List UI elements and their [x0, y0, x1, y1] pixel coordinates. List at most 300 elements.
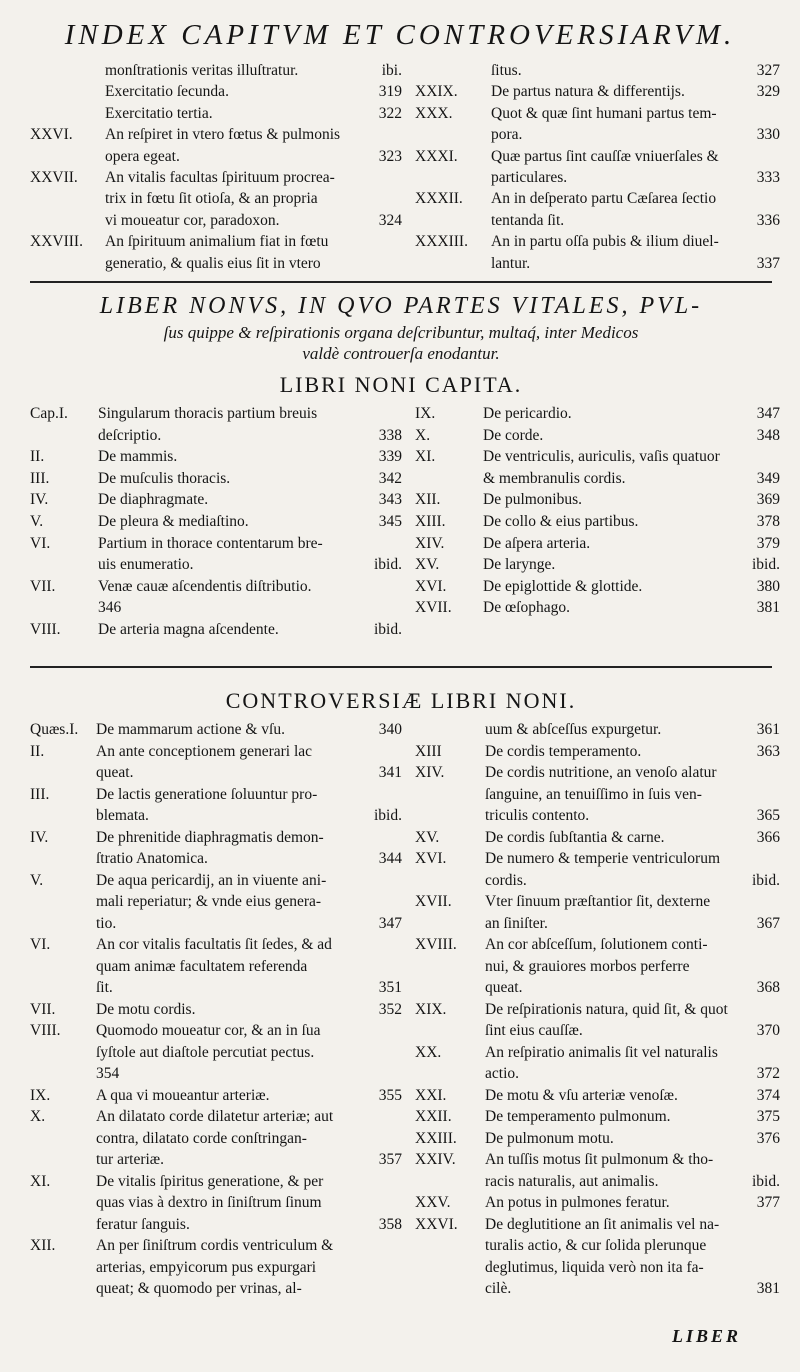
- entry-body: [485, 848, 780, 891]
- entry-number: XVII.: [415, 893, 452, 910]
- entry-text: Quæ partus ſint cauſſæ vniuerſales &: [491, 147, 719, 165]
- entry-body: [485, 1149, 780, 1192]
- entry-number: VII.: [30, 1000, 56, 1018]
- book-subtitle-line-2: valdè controuerſa enodantur.: [302, 344, 500, 363]
- entry-line: [485, 1171, 780, 1193]
- index-entry: [30, 403, 402, 446]
- entry-text: An reſpiret in vtero fœtus & pulmonis: [105, 126, 341, 144]
- index-entry: [30, 124, 402, 167]
- entry-line: [485, 784, 780, 806]
- entry-number: XXXIII.: [415, 233, 468, 251]
- entry-line: [96, 1042, 402, 1064]
- entry-line: [96, 1171, 402, 1193]
- entry-line: [485, 827, 780, 849]
- entry-line: [96, 913, 402, 935]
- entry-line: [98, 533, 402, 555]
- entry-text: De vitalis ſpiritus generatione, & per: [96, 1172, 324, 1190]
- page-number: 339: [378, 448, 402, 466]
- entry-line: [491, 253, 780, 274]
- index-entry: [30, 1171, 402, 1236]
- entry-line: [485, 891, 780, 913]
- entry-text: An dilatato corde dilatetur arteriæ; aut: [96, 1108, 334, 1125]
- index-entry: [415, 1128, 780, 1150]
- index-entry: [30, 784, 402, 827]
- entry-number: II.: [30, 448, 45, 466]
- book-subtitle-line-1: ſus quippe & reſpirationis organa deſcribuntur, multaq́, inter Medicos: [163, 323, 639, 342]
- entry-body: [96, 827, 402, 870]
- index-entry: [30, 827, 402, 870]
- column-left: [30, 403, 402, 641]
- page-number: [774, 103, 780, 124]
- entry-text: queat.: [485, 979, 523, 996]
- entry-line: [96, 784, 402, 806]
- page-number: 330: [756, 126, 780, 144]
- entry-text: tio.: [96, 914, 117, 932]
- page-number: 336: [756, 211, 780, 229]
- page-number: 347: [756, 405, 780, 422]
- entry-line: [98, 489, 402, 511]
- entry-text: Exercitatio tertia.: [105, 104, 213, 122]
- index-entry: [30, 446, 402, 468]
- entry-line: [483, 576, 780, 598]
- index-entry: [415, 511, 780, 533]
- page-number: 380: [756, 577, 780, 595]
- entry-line: [485, 1278, 780, 1300]
- page-number: 344: [378, 850, 402, 867]
- page-number: [396, 167, 402, 188]
- page-number: 378: [756, 512, 780, 530]
- entry-text: Singularum thoracis partium breuis: [98, 405, 318, 422]
- entry-body: [96, 1106, 402, 1171]
- entry-body: [485, 891, 780, 934]
- page-number: [396, 533, 402, 555]
- entry-body: [483, 533, 780, 555]
- page-number: [396, 827, 402, 849]
- page-number: 322: [378, 104, 402, 122]
- entry-line: [105, 210, 402, 231]
- column-left: [30, 60, 402, 274]
- entry-line: [491, 103, 780, 124]
- entry-line: [105, 167, 402, 188]
- entry-body: [96, 999, 402, 1021]
- page-number: [774, 188, 780, 209]
- entry-body: [98, 489, 402, 511]
- entry-number: Quæs.I.: [30, 721, 79, 738]
- page-number: 329: [756, 83, 780, 101]
- entry-line: [96, 762, 402, 784]
- entry-line: [98, 511, 402, 533]
- page-number: [396, 124, 402, 145]
- entry-body: [96, 1020, 402, 1085]
- index-entry: [30, 511, 402, 533]
- entry-line: [485, 1235, 780, 1257]
- entry-body: [96, 934, 402, 999]
- entry-number: VI.: [30, 936, 51, 953]
- entry-line: [105, 60, 402, 81]
- entry-text: De pulmonibus.: [483, 491, 583, 509]
- entry-body: [483, 511, 780, 533]
- index-entry: [415, 60, 780, 81]
- page-number: [774, 784, 780, 806]
- entry-number: XXVI.: [30, 126, 73, 144]
- entry-text: blemata.: [96, 807, 149, 824]
- entry-text: Quomodo moueatur cor, & an in ſua: [96, 1022, 321, 1039]
- entry-body: [485, 719, 780, 741]
- entry-number: X.: [415, 426, 431, 444]
- entry-body: [485, 741, 780, 763]
- entry-text: 346: [98, 599, 122, 617]
- entry-line: [98, 403, 402, 425]
- entry-body: [485, 1085, 780, 1107]
- page-number: 348: [756, 426, 780, 444]
- index-entry: [30, 60, 402, 81]
- entry-line: [485, 719, 780, 741]
- index-entry: [30, 103, 402, 124]
- page-number: 338: [378, 426, 402, 444]
- entry-body: [491, 146, 780, 189]
- entry-line: [485, 848, 780, 870]
- entry-line: [485, 1042, 780, 1064]
- book-title: LIBER NONVS, IN QVO PARTES VITALES, PVL-: [99, 293, 703, 319]
- entry-text: A qua vi moueantur arteriæ.: [96, 1086, 270, 1104]
- entry-line: [96, 1149, 402, 1171]
- page-number: 345: [378, 512, 402, 530]
- page-number: [396, 934, 402, 956]
- entry-line: [491, 146, 780, 167]
- entry-text: ſint eius cauſſæ.: [485, 1022, 583, 1039]
- entry-text: De ventriculis, auriculis, vaſis quatuor: [483, 448, 720, 466]
- entry-text: trix in fœtu ſit otioſa, & an propria: [105, 190, 318, 208]
- entry-number: XIII.: [415, 512, 446, 530]
- entry-text: An per ſiniſtrum cordis ventriculum &: [96, 1237, 334, 1254]
- page-number: ibid.: [752, 871, 780, 889]
- entry-text: 354: [96, 1065, 120, 1082]
- entry-text: contra, dilatato corde conſtringan-: [96, 1129, 307, 1147]
- index-entry: [415, 1192, 780, 1214]
- index-entry: [30, 719, 402, 741]
- page-number: 368: [756, 979, 780, 996]
- entry-number: XV.: [415, 556, 440, 574]
- entry-line: [491, 60, 780, 81]
- entry-line: [105, 124, 402, 145]
- entry-line: [96, 1106, 402, 1128]
- entry-line: [485, 1128, 780, 1150]
- entry-line: [96, 1192, 402, 1214]
- entry-text: opera egeat.: [105, 147, 180, 165]
- entry-text: tentanda ſit.: [491, 211, 565, 229]
- entry-line: [491, 231, 780, 252]
- entry-text: De partus natura & differentijs.: [491, 83, 685, 101]
- controversiae-heading: CONTROVERSIÆ LIBRI NONI.: [225, 688, 577, 713]
- entry-text: An cor abſceſſum, ſolutionem conti-: [485, 936, 708, 953]
- entry-text: An vitalis facultas ſpirituum procrea-: [105, 169, 335, 187]
- index-entry: [415, 999, 780, 1042]
- page-number: [396, 1257, 402, 1279]
- entry-line: [483, 425, 780, 447]
- entry-text: De œſophago.: [483, 599, 570, 617]
- page-number: 357: [378, 1151, 402, 1168]
- entry-text: particulares.: [491, 169, 568, 187]
- entry-line: [485, 1257, 780, 1279]
- index-entry: [415, 403, 780, 425]
- entry-line: [483, 468, 780, 490]
- entry-number: XVII.: [415, 599, 452, 617]
- entry-text: queat.: [96, 764, 134, 781]
- entry-line: [491, 124, 780, 145]
- index-entry: [415, 1149, 780, 1192]
- entry-number: XXIV.: [415, 1151, 456, 1168]
- entry-number: XII.: [30, 1237, 56, 1254]
- entry-text: De mammis.: [98, 448, 178, 466]
- page-number: [774, 934, 780, 956]
- entry-line: [491, 210, 780, 231]
- section-divider: [30, 281, 772, 283]
- entry-body: [96, 1171, 402, 1236]
- entry-body: [105, 103, 402, 124]
- entry-number: XXII.: [415, 1108, 452, 1125]
- index-entry: [30, 576, 402, 619]
- index-entry: [415, 554, 780, 576]
- column-right: [415, 403, 780, 641]
- entry-line: [485, 762, 780, 784]
- entry-body: [485, 1106, 780, 1128]
- entry-line: [96, 848, 402, 870]
- entry-text: Exercitatio ſecunda.: [105, 83, 229, 101]
- entry-text: turalis actio, & cur ſolida plerunque: [485, 1237, 707, 1254]
- entry-line: [483, 554, 780, 576]
- page-number: [396, 784, 402, 806]
- entry-text: De aqua pericardij, an in viuente ani-: [96, 871, 327, 889]
- entry-number: XXI.: [415, 1086, 447, 1104]
- page-number: ibid.: [374, 620, 402, 638]
- entry-body: [483, 489, 780, 511]
- page-number: ibid.: [752, 1172, 780, 1190]
- capita-heading: LIBRI NONI CAPITA.: [279, 372, 523, 397]
- index-entry: [415, 1106, 780, 1128]
- entry-text: An in partu oſſa pubis & ilium diuel-: [491, 233, 719, 251]
- entry-text: De numero & temperie ventriculorum: [485, 850, 721, 867]
- entry-line: [483, 403, 780, 425]
- entry-line: [485, 1106, 780, 1128]
- entry-line: [96, 1257, 402, 1279]
- page-number: [774, 1235, 780, 1257]
- entry-number: XXXII.: [415, 190, 463, 208]
- index-entry: [415, 489, 780, 511]
- entry-text: De motu cordis.: [96, 1000, 196, 1018]
- entry-number: IV.: [30, 828, 49, 846]
- entry-line: [98, 554, 402, 576]
- entry-line: [485, 1149, 780, 1171]
- page-number: 365: [756, 807, 780, 824]
- entry-body: [96, 719, 402, 741]
- entry-line: [485, 934, 780, 956]
- entry-text: De deglutitione an ſit animalis vel na-: [485, 1215, 720, 1233]
- entry-body: [485, 1128, 780, 1150]
- entry-line: [485, 870, 780, 892]
- entry-number: XXIX.: [415, 83, 458, 101]
- entry-body: [491, 60, 780, 81]
- entry-text: tur arteriæ.: [96, 1151, 165, 1168]
- entry-text: De lactis generatione ſoluuntur pro-: [96, 785, 318, 803]
- page-number: 379: [756, 534, 780, 552]
- entry-body: [483, 425, 780, 447]
- entry-line: [96, 1085, 402, 1107]
- page-number: 375: [756, 1108, 780, 1125]
- entry-body: [98, 619, 402, 641]
- entry-body: [491, 103, 780, 146]
- page-number: [396, 1128, 402, 1150]
- entry-number: XV.: [415, 828, 440, 846]
- index-entry: [415, 533, 780, 555]
- index-entry: [415, 1085, 780, 1107]
- index-entry: [30, 1085, 402, 1107]
- entry-number: XXX.: [415, 104, 453, 122]
- entry-number: X.: [30, 1108, 46, 1125]
- entry-number: IV.: [30, 491, 49, 509]
- entry-line: [96, 977, 402, 999]
- page-number: [396, 597, 402, 619]
- entry-number: XVI.: [415, 850, 447, 867]
- entry-line: [485, 999, 780, 1021]
- index-entry: [415, 188, 780, 231]
- entry-text: De pulmonum motu.: [485, 1129, 614, 1147]
- entry-line: [105, 103, 402, 124]
- entry-line: [105, 81, 402, 102]
- entry-number: VI.: [30, 534, 51, 552]
- page-number: 363: [756, 742, 780, 760]
- entry-number: III.: [30, 785, 50, 803]
- entry-body: [105, 167, 402, 231]
- entry-body: [485, 762, 780, 827]
- entry-body: [483, 576, 780, 598]
- entry-text: De pericardio.: [483, 405, 572, 422]
- index-entry: [415, 1042, 780, 1085]
- entry-body: [485, 827, 780, 849]
- entry-line: [483, 597, 780, 619]
- entry-text: deglutimus, liquida verò non ita fa-: [485, 1258, 704, 1276]
- entry-number: XXVIII.: [30, 233, 83, 251]
- entry-body: [491, 81, 780, 102]
- entry-text: An ſpirituum animalium fiat in fœtu: [105, 233, 329, 251]
- entry-line: [98, 576, 402, 598]
- entry-text: An potus in pulmones feratur.: [485, 1194, 670, 1211]
- entry-text: uum & abſceſſus expurgetur.: [485, 721, 662, 738]
- entry-text: De larynge.: [483, 556, 556, 574]
- entry-text: De aſpera arteria.: [483, 534, 591, 552]
- index-entry: [415, 1214, 780, 1300]
- entry-body: [98, 576, 402, 619]
- page-number: 324: [378, 211, 402, 229]
- entry-number: IX.: [30, 1086, 51, 1104]
- entry-number: VII.: [30, 577, 56, 595]
- entry-text: De motu & vſu arteriæ venoſæ.: [485, 1086, 678, 1104]
- page-number: [774, 1214, 780, 1236]
- entry-number: Cap.I.: [30, 405, 68, 422]
- entry-text: De corde.: [483, 426, 544, 444]
- index-entry: [30, 870, 402, 935]
- entry-number: XX.: [415, 1043, 442, 1061]
- entry-text: De collo & eius partibus.: [483, 512, 639, 530]
- page-number: [774, 1149, 780, 1171]
- entry-line: [485, 1020, 780, 1042]
- entry-number: XII.: [415, 491, 441, 509]
- entry-number: V.: [30, 871, 44, 889]
- page-number: ibi.: [381, 62, 402, 79]
- index-entry: [415, 741, 780, 763]
- entry-number: XXVII.: [30, 169, 78, 187]
- entry-number: II.: [30, 742, 45, 760]
- entry-text: An reſpiratio animalis ſit vel naturalis: [485, 1043, 718, 1061]
- entry-line: [98, 597, 402, 619]
- catchword: LIBER: [672, 1326, 742, 1346]
- page-number: [396, 870, 402, 892]
- page-number: 358: [378, 1215, 402, 1233]
- entry-text: generatio, & qualis eius ſit in vtero: [105, 254, 321, 272]
- entry-body: [98, 403, 402, 446]
- index-entry: [415, 81, 780, 102]
- page-number: 369: [756, 491, 780, 509]
- page-number: ibid.: [752, 556, 780, 574]
- index-entry: [415, 146, 780, 189]
- column-left: [30, 719, 402, 1300]
- entry-line: [485, 1063, 780, 1085]
- page-number: [396, 1192, 402, 1214]
- index-entry: [30, 489, 402, 511]
- page-number: [774, 762, 780, 784]
- entry-text: ſtratio Anatomica.: [96, 850, 208, 867]
- entry-line: [491, 188, 780, 209]
- entry-text: triculis contento.: [485, 807, 590, 824]
- entry-line: [96, 1278, 402, 1300]
- page-number: ibid.: [374, 556, 402, 574]
- entry-text: deſcriptio.: [98, 426, 162, 444]
- entry-text: An in deſperato partu Cæſarea ſectio: [491, 190, 717, 208]
- index-entry: [30, 231, 402, 274]
- page-number: [774, 1042, 780, 1064]
- entry-number: XI.: [30, 1172, 51, 1190]
- entry-line: [105, 231, 402, 252]
- entry-number: XIII: [415, 742, 442, 760]
- entry-text: Partium in thorace contentarum bre-: [98, 534, 323, 552]
- index-entry: [30, 1106, 402, 1171]
- entry-line: [485, 1192, 780, 1214]
- page-number: [396, 1042, 402, 1064]
- page-number: 337: [756, 254, 780, 272]
- index-entry: [415, 934, 780, 999]
- entry-body: [483, 403, 780, 425]
- index-entry: [415, 891, 780, 934]
- entry-text: De mammarum actione & vſu.: [96, 721, 285, 738]
- entry-text: cordis.: [485, 871, 527, 889]
- entry-line: [96, 1128, 402, 1150]
- page-number: ibid.: [374, 807, 402, 824]
- entry-text: actio.: [485, 1065, 519, 1082]
- entry-number: XXIII.: [415, 1129, 457, 1147]
- page-number: 341: [378, 764, 402, 781]
- entry-number: VIII.: [30, 620, 61, 638]
- page-number: 372: [756, 1065, 780, 1082]
- page-number: [774, 1257, 780, 1279]
- page-number: 340: [378, 721, 402, 738]
- running-head: INDEX CAPITVM ET CONTROVERSIARVM.: [64, 19, 736, 51]
- entry-number: XI.: [415, 448, 436, 466]
- entry-body: [105, 231, 402, 274]
- entry-line: [96, 934, 402, 956]
- index-entry: [415, 762, 780, 827]
- entry-number: VIII.: [30, 1022, 61, 1039]
- entry-number: XIV.: [415, 534, 445, 552]
- entry-text: mali reperiatur; & vnde eius genera-: [96, 893, 322, 910]
